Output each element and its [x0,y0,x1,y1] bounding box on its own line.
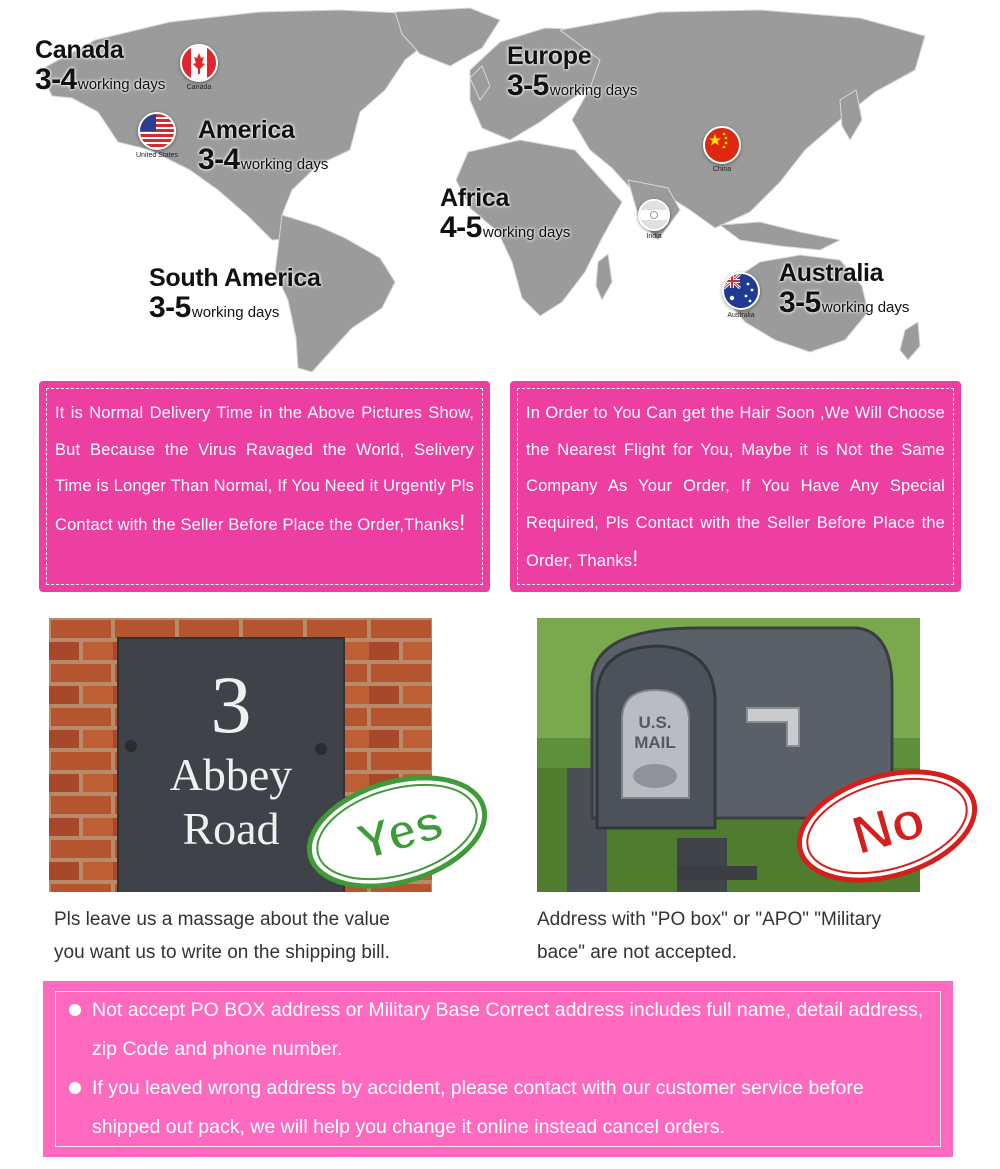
caption-line: bace" are not accepted. [537,942,738,963]
flag-caption: Canada [186,84,212,91]
plaque-line-1: Abbey [169,749,293,800]
delivery-world-map [0,0,1000,375]
usa-flag-icon [138,112,176,150]
canada-flag-icon [180,44,218,82]
australia-flag [722,272,760,319]
caption-line: Address with "PO box" or "APO" "Military [537,909,882,930]
region-delivery-unit: working days [821,299,910,316]
no-stamp [790,764,985,884]
plaque-number: 3 [210,659,252,750]
region-name: Africa [440,184,510,212]
mailbox-label-line-2: MAIL [634,733,676,752]
plaque-line-2: Road [182,803,280,854]
region-delivery-unit: working days [240,156,329,173]
rule-item [92,1069,925,1146]
caption-line: Pls leave us a massage about the value [54,909,390,930]
region-canada [35,38,165,95]
rule-line: zip Code and phone number. [92,1037,343,1060]
region-delivery-unit: working days [482,224,571,241]
region-australia [779,261,909,318]
flag-caption: United States [136,152,179,159]
region-delivery-unit: working days [191,304,280,321]
region-name: America [198,116,295,144]
flag-caption: China [712,166,732,173]
rule-line: Not accept PO BOX address or Military Base Correct address includes full name, detail address, [92,999,924,1021]
region-delivery-range: 3-5 [507,69,549,102]
yes-caption [54,903,390,969]
china-flag-icon [703,126,741,164]
usa-flag [136,112,178,159]
flag-caption: India [646,233,662,240]
notice-text [526,395,945,580]
region-name: Europe [507,42,592,70]
region-africa [440,186,570,243]
region-delivery-range: 3-4 [198,143,240,176]
region-name: Canada [35,36,124,64]
india-flag [638,199,670,240]
flag-caption: Australia [727,312,755,319]
bullet-icon [69,1082,81,1094]
notice-exclamation: ! [632,546,639,571]
region-name: Australia [779,259,884,287]
no-stamp-text: No [845,788,932,867]
yes-stamp [300,770,495,890]
delivery-delay-notice [39,381,490,592]
no-caption [537,903,881,969]
nearest-flight-notice [510,381,961,592]
region-delivery-unit: working days [549,82,638,99]
rule-item [92,991,925,1068]
china-flag [703,126,741,173]
notice-text [55,395,474,543]
notice-body: In Order to You Can get the Hair Soon ,We Will Choose the Nearest Flight for You, Maybe it is Not the Same Company As Your Order, If You Have Any Special Required, Pls Contact with the Seller Before Place the Order, Thanks [526,404,945,570]
notice-exclamation: ! [459,509,466,535]
india-flag-icon [638,199,670,231]
caption-line: you want us to write on the shipping bill. [54,942,390,963]
region-name: South America [149,264,321,292]
address-rules-box [43,981,953,1157]
region-delivery-range: 4-5 [440,211,482,244]
bullet-icon [69,1004,81,1016]
australia-flag-icon [722,272,760,310]
region-delivery-range: 3-5 [779,286,821,319]
canada-flag [180,44,218,91]
rule-line: shipped out pack, we will help you change it online instead cancel orders. [92,1115,726,1138]
notice-body: It is Normal Delivery Time in the Above Pictures Show, But Because the Virus Ravaged the World, Selivery Time is Longer Than Normal, If You Need it Urgently Pls Contact with the Seller Before Place the Order,Thanks [55,404,474,534]
region-europe [507,44,637,101]
region-delivery-unit: working days [77,76,166,93]
yes-stamp-text: Yes [351,793,450,871]
region-delivery-range: 3-5 [149,291,191,324]
rule-line: If you leaved wrong address by accident, please contact with our customer service before [92,1077,864,1099]
mailbox-label-line-1: U.S. [638,713,672,732]
region-delivery-range: 3-4 [35,63,77,96]
region-south-america [149,266,321,323]
region-america [198,118,328,175]
